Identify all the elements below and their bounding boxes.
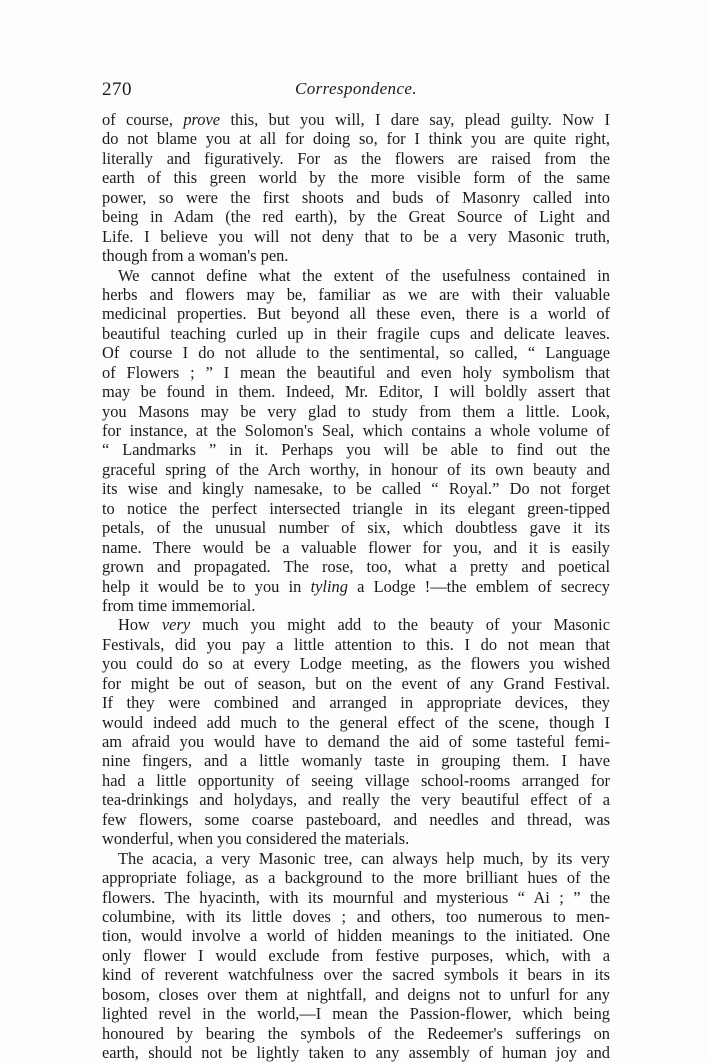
text-line: bosom, closes over them at nightfall, and deigns not to unfurl for any (102, 984, 610, 1004)
text-line: medicinal properties. But beyond all these even, there is a world of (102, 304, 610, 324)
book-page (102, 0, 610, 1062)
italic-word: very (161, 615, 191, 635)
text-line: beautiful teaching curled up in their fragile cups and delicate leaves. (102, 323, 610, 343)
text-line: may be found in them. Indeed, Mr. Editor, I will boldly assert that (102, 382, 610, 402)
text-line: If they were combined and arranged in appropriate devices, they (102, 693, 610, 713)
text-line: kind of reverent watchfulness over the sacred symbols it bears in its (102, 965, 610, 985)
text-line: you could do so at every Lodge meeting, as the flowers you wished (102, 654, 610, 674)
text-line: for might be out of season, but on the event of any Grand Festival. (102, 673, 610, 693)
text-line: columbine, with its little doves ; and others, too numerous to men- (102, 906, 610, 926)
text-line: appropriate foliage, as a background to the more brilliant hues of the (102, 868, 610, 888)
text-line: though from a woman's pen. (102, 246, 289, 266)
italic-word: tyling (310, 576, 348, 596)
text-line: its wise and kingly namesake, to be called “ Royal.” Do not forget (102, 479, 610, 499)
text-line: Festivals, did you pay a little attention to this. I do not mean that (102, 634, 610, 654)
text-line: flowers. The hyacinth, with its mournful and mysterious “ Ai ; ” the (102, 887, 610, 907)
text-line: had a little opportunity of seeing village school-rooms arranged for (102, 770, 610, 790)
text-line: How very much you might add to the beauty of your Masonic (118, 615, 610, 635)
page-number: 270 (102, 79, 132, 100)
page-header (102, 79, 610, 103)
text-line: only flower I would exclude from festive purposes, which, with a (102, 945, 610, 965)
text-line: from time immemorial. (102, 595, 256, 615)
text-line: literally and figuratively. For as the flowers are raised from the (102, 148, 610, 168)
text-line: Life. I believe you will not deny that to be a very Masonic truth, (102, 226, 610, 246)
text-line: earth of this green world by the more visible form of the same (102, 168, 610, 188)
text-line: few flowers, some coarse pasteboard, and needles and thread, was (102, 809, 610, 829)
text-line: you Masons may be very glad to study from them a little. Look, (102, 401, 610, 421)
text-line: to notice the perfect intersected triangle in its elegant green-tipped (102, 498, 610, 518)
text-line: honoured by bearing the symbols of the Redeemer's sufferings on (102, 1023, 610, 1043)
text-line: grown and propagated. The rose, too, what a pretty and poetical (102, 557, 610, 577)
italic-word: prove (183, 110, 221, 129)
text-line: tion, would involve a world of hidden meanings to the initiated. One (102, 926, 610, 946)
text-line: The acacia, a very Masonic tree, can always help much, by its very (118, 848, 610, 868)
text-line: herbs and flowers may be, familiar as we are with their valuable (102, 284, 610, 304)
text-line: am afraid you would have to demand the aid of some tasteful femi- (102, 732, 610, 751)
text-line: Of course I do not allude to the sentimental, so called, “ Language (102, 343, 610, 363)
text-line: for instance, at the Solomon's Seal, which contains a whole volume of (102, 421, 610, 440)
text-line: power, so were the first shoots and buds of Masonry called into (102, 187, 610, 207)
text-line: help it would be to you in tyling a Lodge !—the emblem of secrecy (102, 576, 610, 596)
text-line: tea-drinkings and holydays, and really the very beautiful effect of a (102, 790, 610, 810)
text-line: nine fingers, and a little womanly taste in grouping them. I have (102, 751, 610, 771)
text-line: name. There would be a valuable flower for you, and it is easily (102, 537, 610, 557)
text-line: being in Adam (the red earth), by the Great Source of Light and (102, 207, 610, 227)
text-line: lighted revel in the world,—I mean the Passion-flower, which being (102, 1004, 610, 1024)
text-line: would indeed add much to the general effect of the scene, though I (102, 712, 610, 732)
text-line: “ Landmarks ” in it. Perhaps you will be able to find out the (102, 440, 610, 460)
text-line: wonderful, when you considered the materials. (102, 829, 410, 849)
text-line: do not blame you at all for doing so, for I think you are quite right, (102, 129, 610, 149)
text-line: graceful spring of the Arch worthy, in honour of its own beauty and (102, 459, 610, 479)
text-line: earth, should not be lightly taken to any assembly of human joy and (102, 1043, 610, 1062)
text-line: of course, prove this, but you will, I dare say, plead guilty. Now I (102, 110, 610, 129)
text-line: We cannot define what the extent of the usefulness contained in (118, 265, 610, 285)
body-text (102, 110, 610, 1062)
text-line: of Flowers ; ” I mean the beautiful and even holy symbolism that (102, 362, 610, 382)
running-title: Correspondence. (295, 79, 417, 98)
text-line: petals, of the unusual number of six, which doubtless gave it its (102, 518, 610, 538)
